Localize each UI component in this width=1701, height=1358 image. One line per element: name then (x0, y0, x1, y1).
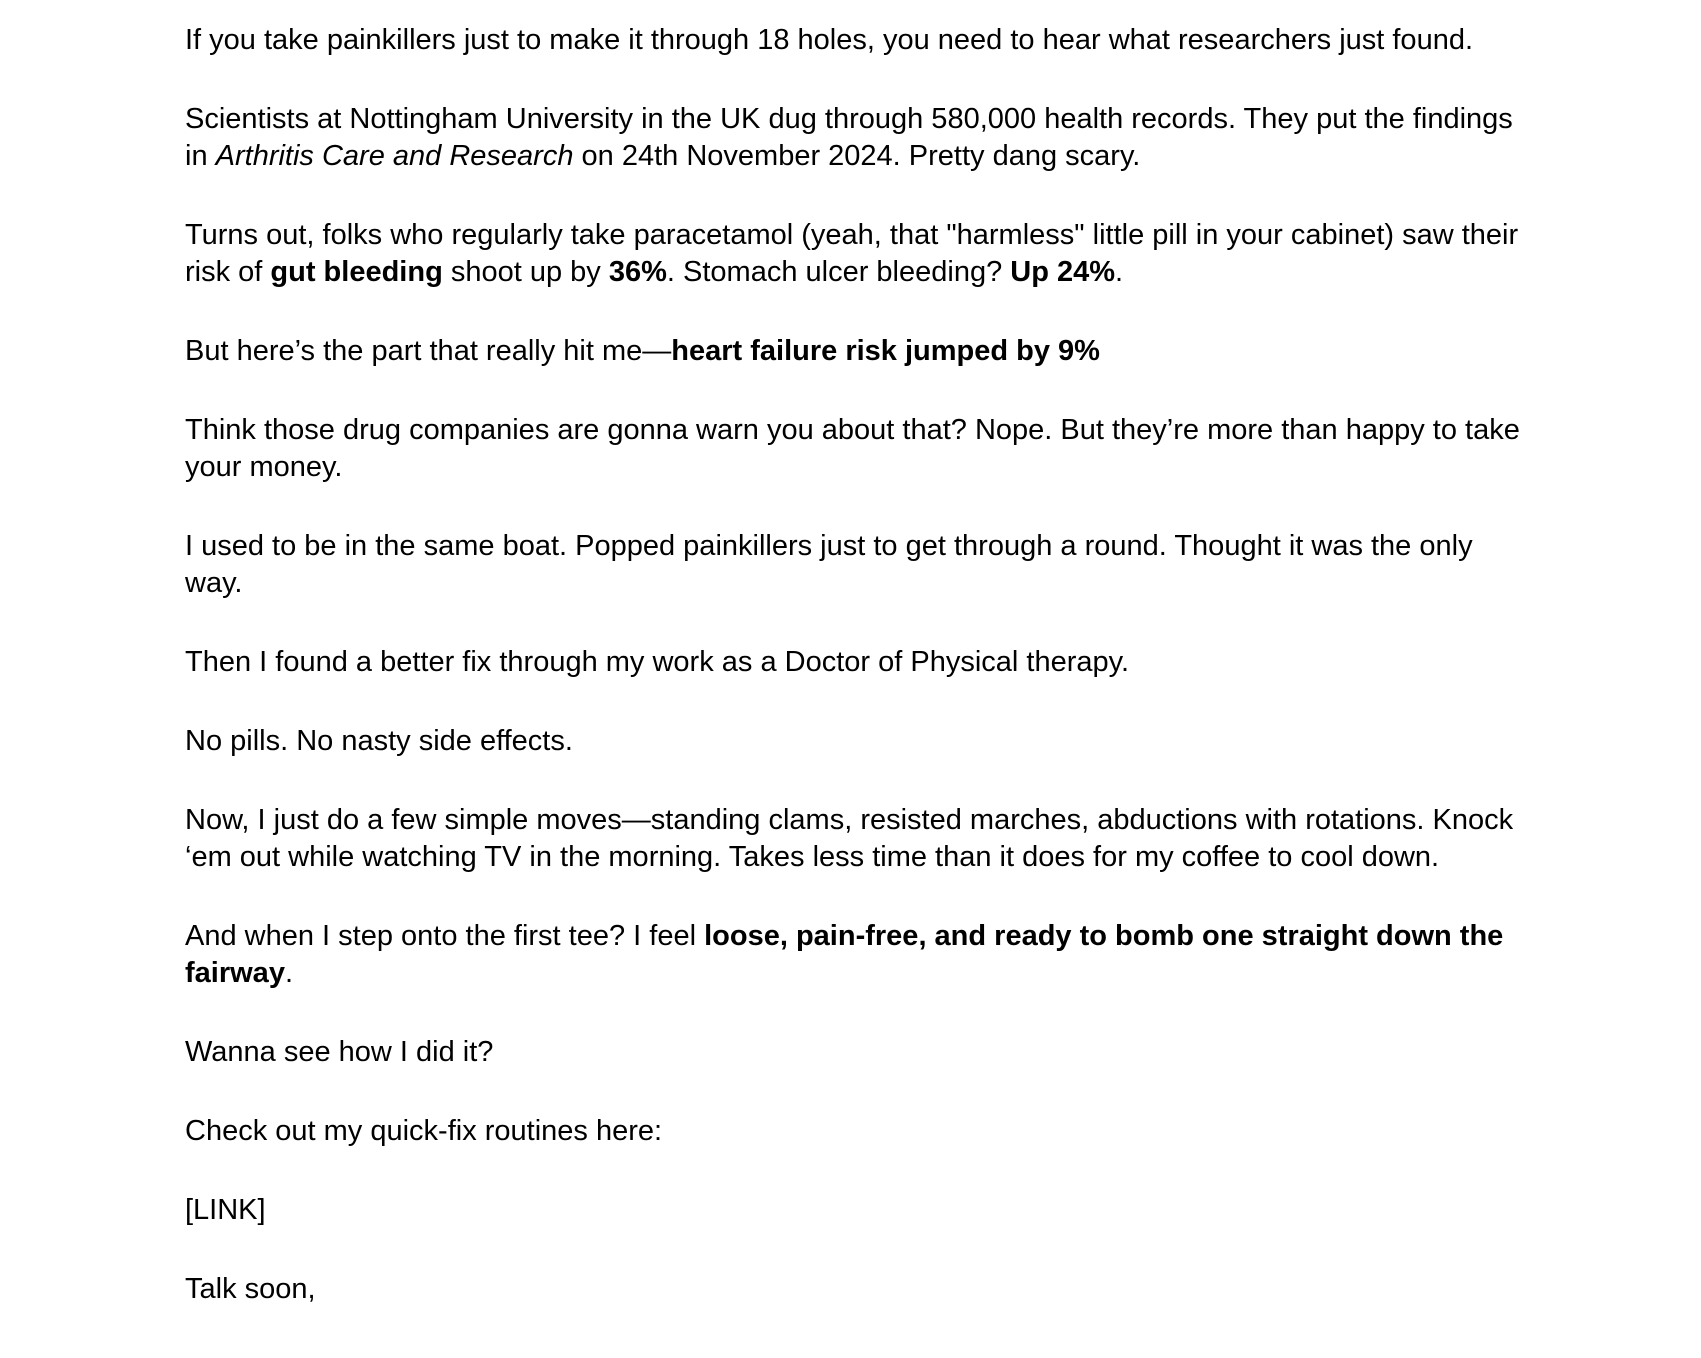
emphasis-gut-bleeding: gut bleeding (270, 256, 443, 288)
text-span: Scientists at Nottingham University in the UK dug through 580,000 health records. They put the findings in (185, 103, 1513, 172)
paragraph-better-fix: Then I found a better fix through my work as a Doctor of Physical therapy. (185, 646, 1130, 678)
paragraph-wanna-see: Wanna see how I did it? (185, 1036, 494, 1068)
paragraph-sign-off: Talk soon, (185, 1273, 316, 1305)
paragraph-study (185, 101, 1535, 175)
paragraph-heart-failure (185, 333, 1535, 370)
journal-title: Arthritis Care and Research (215, 140, 574, 172)
paragraph-findings (185, 217, 1535, 291)
text-span: . (284, 957, 294, 989)
paragraph-same-boat: I used to be in the same boat. Popped painkillers just to get through a round. Thought it was the only way. (185, 530, 1473, 599)
document-body (185, 22, 1535, 1308)
paragraph-simple-moves: Now, I just do a few simple moves—standing clams, resisted marches, abductions with rotations. Knock ‘em out while watching TV in the morning. Takes less time than it does for my coffee to cool down. (185, 804, 1514, 873)
emphasis-loose-pain-free: loose, pain-free, and ready to bomb one straight down the fairway (185, 920, 1504, 989)
link-placeholder[interactable]: [LINK] (185, 1194, 266, 1226)
text-span: . (1115, 256, 1124, 288)
text-span: on 24th November 2024. Pretty dang scary. (573, 140, 1141, 172)
emphasis-up-24-percent: Up 24% (1010, 256, 1116, 288)
emphasis-heart-failure: heart failure risk jumped by 9% (671, 335, 1100, 367)
paragraph-no-pills: No pills. No nasty side effects. (185, 725, 573, 757)
text-span: But here’s the part that really hit me— (185, 335, 672, 367)
paragraph-drug-companies: Think those drug companies are gonna warn you about that? Nope. But they’re more than happy to take your money. (185, 414, 1520, 483)
text-span: And when I step onto the first tee? I feel (185, 920, 705, 952)
text-span: shoot up by (442, 256, 609, 288)
emphasis-36-percent: 36% (608, 256, 667, 288)
paragraph-check-out: Check out my quick-fix routines here: (185, 1115, 663, 1147)
text-span: . Stomach ulcer bleeding? (666, 256, 1011, 288)
paragraph-intro: If you take painkillers just to make it through 18 holes, you need to hear what researchers just found. (185, 24, 1474, 56)
paragraph-first-tee (185, 918, 1535, 992)
text-span: Turns out, folks who regularly take paracetamol (yeah, that "harmless" little pill in your cabinet) saw their risk of (185, 219, 1519, 288)
